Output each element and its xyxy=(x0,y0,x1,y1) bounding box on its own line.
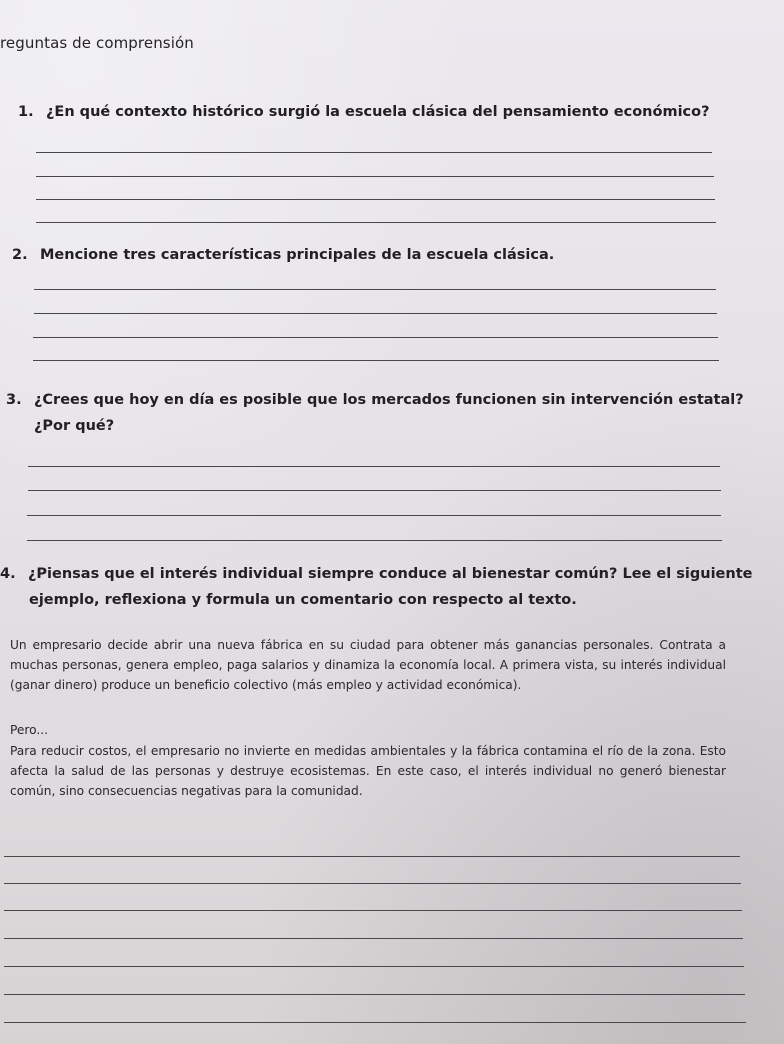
question-number: 4. xyxy=(0,566,16,582)
question-2 xyxy=(12,242,554,268)
answer-line[interactable] xyxy=(28,466,720,467)
reading-paragraph-2: Para reducir costos, el empresario no invierte en medidas ambientales y la fábrica contamina el río de la zona. Esto afecta la salud de las personas y destruye ecosistemas. En este caso, el interés individual no generó bienestar común, sino consecuencias negativas para la comunidad. xyxy=(10,744,726,798)
answer-line[interactable] xyxy=(36,176,714,177)
answer-line[interactable] xyxy=(33,337,718,338)
question-4 xyxy=(0,561,780,613)
answer-line[interactable] xyxy=(27,540,722,541)
answer-line[interactable] xyxy=(36,222,716,223)
answer-line[interactable] xyxy=(34,289,716,290)
question-text: ¿En qué contexto histórico surgió la escuela clásica del pensamiento económico? xyxy=(46,104,710,120)
question-number: 2. xyxy=(12,247,28,263)
answer-line[interactable] xyxy=(4,883,741,884)
question-text: ¿Piensas que el interés individual siempre conduce al bienestar común? Lee el siguiente xyxy=(28,566,753,582)
question-text: ¿Crees que hoy en día es posible que los mercados funcionen sin intervención estatal? xyxy=(34,392,744,408)
answer-line[interactable] xyxy=(4,910,742,911)
answer-line[interactable] xyxy=(33,360,719,361)
question-text-continued: ejemplo, reflexiona y formula un comentario con respecto al texto. xyxy=(29,592,577,608)
question-1 xyxy=(18,99,710,125)
answer-line[interactable] xyxy=(4,1022,746,1023)
answer-line[interactable] xyxy=(4,966,744,967)
question-text: Mencione tres características principales de la escuela clásica. xyxy=(40,247,555,263)
answer-line[interactable] xyxy=(36,199,715,200)
answer-line[interactable] xyxy=(4,938,743,939)
answer-line[interactable] xyxy=(28,490,721,491)
answer-line[interactable] xyxy=(34,313,717,314)
question-text-continued: ¿Por qué? xyxy=(34,418,115,434)
answer-line[interactable] xyxy=(4,856,740,857)
answer-line[interactable] xyxy=(36,152,712,153)
answer-line[interactable] xyxy=(4,994,745,995)
reading-paragraph-1: Un empresario decide abrir una nueva fábrica en su ciudad para obtener más ganancias personales. Contrata a muchas personas, genera empleo, paga salarios y dinamiza la economía local. A primera vista, su interés individual (ganar dinero) produce un beneficio colectivo (más empleo y actividad económica). xyxy=(10,638,726,692)
question-number: 3. xyxy=(6,392,22,408)
question-3 xyxy=(6,387,746,439)
reading-pero: Pero... xyxy=(10,723,49,737)
question-number: 1. xyxy=(18,104,34,120)
answer-line[interactable] xyxy=(27,515,721,516)
page-heading: reguntas de comprensión xyxy=(0,34,194,52)
